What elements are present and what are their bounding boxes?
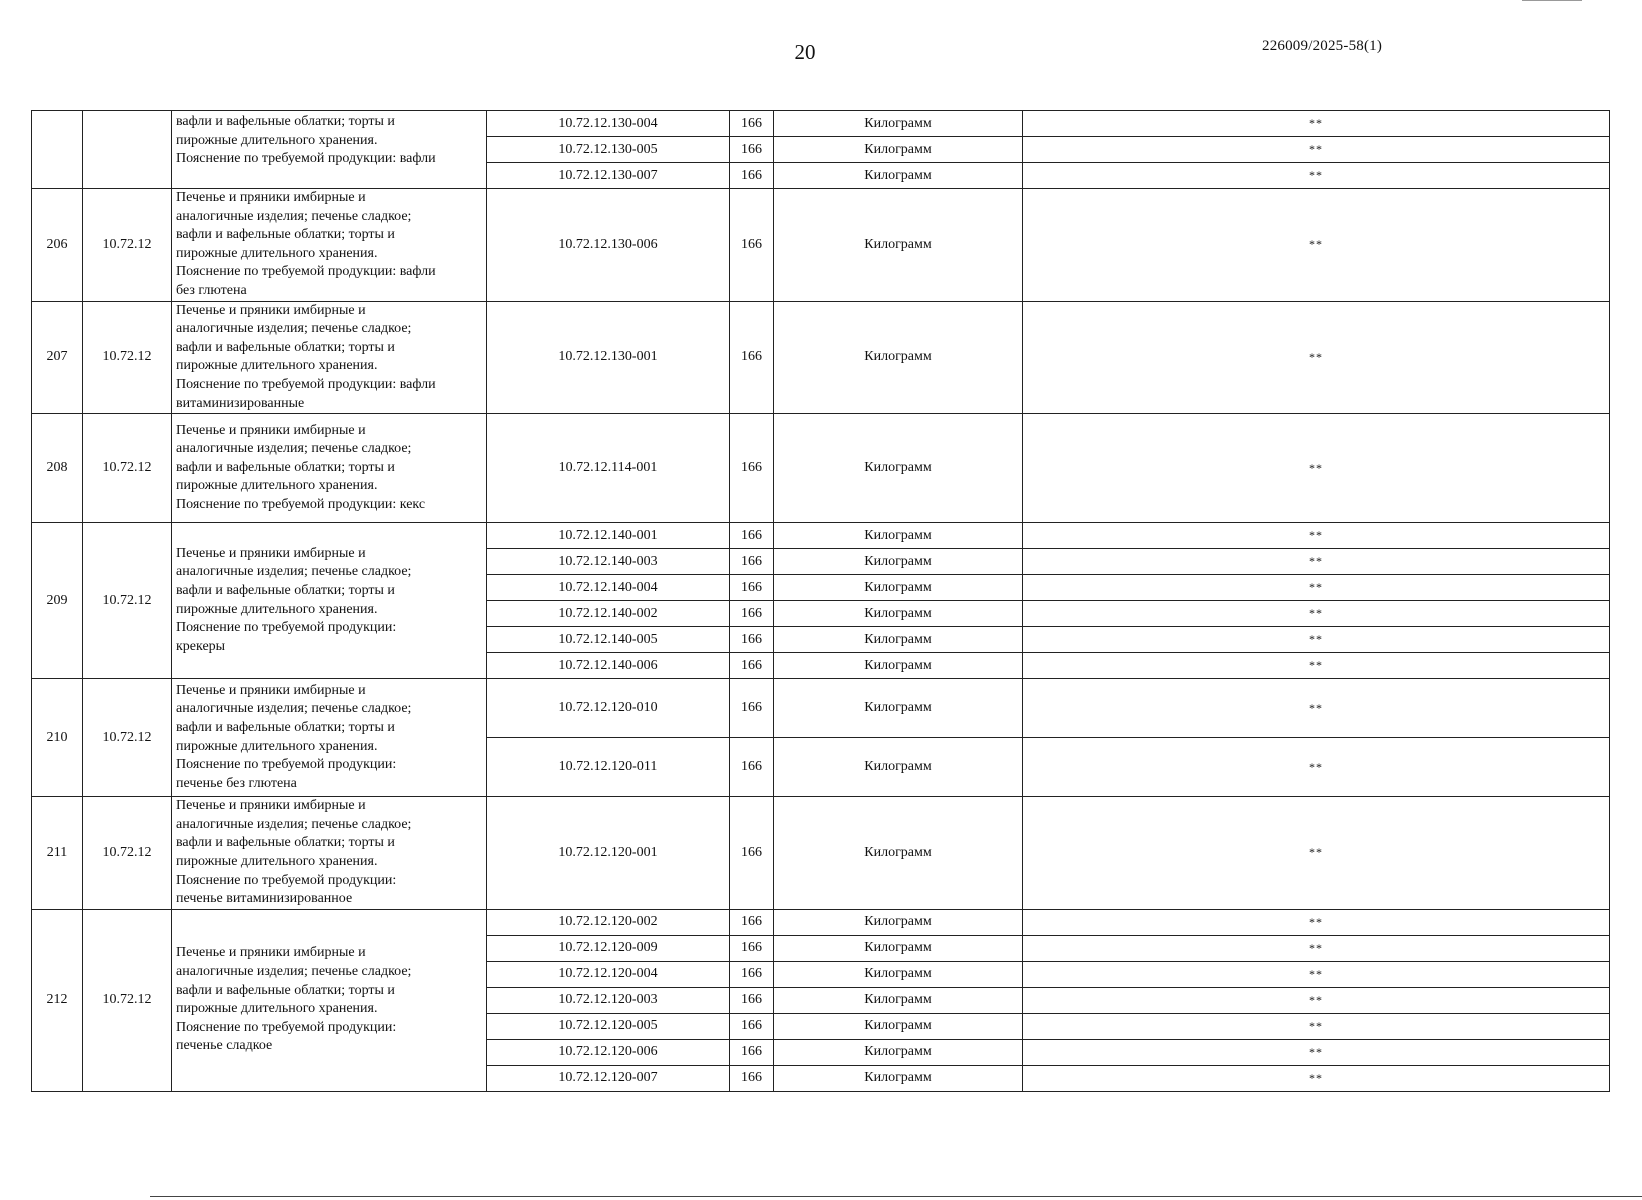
- description-line: Пояснение по требуемой продукции:: [176, 620, 397, 636]
- ktru-code: 10.72.12.120-006: [487, 1039, 730, 1065]
- table-row: [32, 189, 1610, 302]
- description-line: вафли и вафельные облатки; торты и: [176, 227, 395, 243]
- unit-name: Килограмм: [774, 909, 1023, 935]
- okei-code: 166: [730, 961, 774, 987]
- okei-code: 166: [730, 111, 774, 137]
- description-line: Пояснение по требуемой продукции: вафли: [176, 264, 436, 280]
- product-description: [172, 301, 487, 414]
- note-mark: **: [1023, 137, 1610, 163]
- unit-name: Килограмм: [774, 523, 1023, 549]
- description-line: аналогичные изделия; печенье сладкое;: [176, 208, 412, 224]
- okpd-code: 10.72.12: [83, 414, 172, 523]
- ktru-code: 10.72.12.120-010: [487, 679, 730, 738]
- row-number: 210: [32, 679, 83, 797]
- description-line: Печенье и пряники имбирные и: [176, 545, 366, 561]
- description-line: пирожные длительного хранения.: [176, 853, 378, 869]
- ktru-code: 10.72.12.140-006: [487, 653, 730, 679]
- product-description: [172, 414, 487, 523]
- okei-code: 166: [730, 797, 774, 910]
- description-line: вафли и вафельные облатки; торты и: [176, 339, 395, 355]
- unit-name: Килограмм: [774, 961, 1023, 987]
- unit-name: Килограмм: [774, 1013, 1023, 1039]
- okpd-code: 10.72.12: [83, 909, 172, 1091]
- okei-code: 166: [730, 987, 774, 1013]
- description-line: вафли и вафельные облатки; торты и: [176, 835, 395, 851]
- note-mark: **: [1023, 935, 1610, 961]
- note-mark: **: [1023, 627, 1610, 653]
- description-line: без глютена: [176, 282, 247, 298]
- note-mark: **: [1023, 961, 1610, 987]
- ktru-code: 10.72.12.140-001: [487, 523, 730, 549]
- row-number: 208: [32, 414, 83, 523]
- table-row: [32, 909, 1610, 935]
- okpd-code: 10.72.12: [83, 301, 172, 414]
- description-line: Пояснение по требуемой продукции: кекс: [176, 497, 426, 513]
- ktru-code: 10.72.12.120-003: [487, 987, 730, 1013]
- unit-name: Килограмм: [774, 549, 1023, 575]
- okei-code: 166: [730, 601, 774, 627]
- okei-code: 166: [730, 627, 774, 653]
- ktru-code: 10.72.12.120-002: [487, 909, 730, 935]
- ktru-code: 10.72.12.120-009: [487, 935, 730, 961]
- description-line: аналогичные изделия; печенье сладкое;: [176, 964, 412, 979]
- product-description: [172, 523, 487, 679]
- table-body: [32, 111, 1610, 1092]
- description-line: аналогичные изделия; печенье сладкое;: [176, 701, 412, 717]
- table-row: [32, 523, 1610, 549]
- ktru-code: 10.72.12.130-006: [487, 189, 730, 302]
- description-line: крекеры: [176, 638, 226, 654]
- okei-code: 166: [730, 575, 774, 601]
- description-line: печенье сладкое: [176, 1038, 273, 1054]
- description-line: пирожные длительного хранения.: [176, 601, 378, 617]
- description-line: пирожные длительного хранения.: [176, 1001, 378, 1017]
- okpd-code: 10.72.12: [83, 679, 172, 797]
- description-line: Пояснение по требуемой продукции: вафли: [176, 376, 436, 392]
- product-description: [172, 679, 487, 797]
- ktru-code: 10.72.12.130-004: [487, 111, 730, 137]
- description-line: пирожные длительного хранения.: [176, 132, 378, 148]
- unit-name: Килограмм: [774, 137, 1023, 163]
- description-line: вафли и вафельные облатки; торты и: [176, 982, 395, 998]
- note-mark: **: [1023, 414, 1610, 523]
- ktru-code: 10.72.12.114-001: [487, 414, 730, 523]
- description-line: витаминизированные: [176, 395, 305, 411]
- table-row: [32, 414, 1610, 523]
- unit-name: Килограмм: [774, 1039, 1023, 1065]
- okei-code: 166: [730, 653, 774, 679]
- ktru-code: 10.72.12.120-004: [487, 961, 730, 987]
- ktru-code: 10.72.12.140-004: [487, 575, 730, 601]
- unit-name: Килограмм: [774, 987, 1023, 1013]
- note-mark: **: [1023, 523, 1610, 549]
- okpd-code: 10.72.12: [83, 797, 172, 910]
- ktru-code: 10.72.12.130-001: [487, 301, 730, 414]
- unit-name: Килограмм: [774, 163, 1023, 189]
- table-row: [32, 679, 1610, 738]
- unit-name: Килограмм: [774, 935, 1023, 961]
- scan-top-mark: [1522, 0, 1582, 1]
- description-line: аналогичные изделия; печенье сладкое;: [176, 321, 412, 337]
- unit-name: Килограмм: [774, 301, 1023, 414]
- note-mark: **: [1023, 1065, 1610, 1091]
- note-mark: **: [1023, 653, 1610, 679]
- okei-code: 166: [730, 301, 774, 414]
- note-mark: **: [1023, 987, 1610, 1013]
- product-description: [172, 189, 487, 302]
- description-line: Печенье и пряники имбирные и: [176, 422, 366, 438]
- description-line: аналогичные изделия; печенье сладкое;: [176, 816, 412, 832]
- ktru-code: 10.72.12.120-011: [487, 738, 730, 797]
- ktru-code: 10.72.12.140-005: [487, 627, 730, 653]
- description-line: Печенье и пряники имбирные и: [176, 190, 366, 205]
- table-row: [32, 301, 1610, 414]
- description-line: Печенье и пряники имбирные и: [176, 798, 366, 814]
- ktru-code: 10.72.12.140-002: [487, 601, 730, 627]
- okei-code: 166: [730, 909, 774, 935]
- description-line: вафли и вафельные облатки; торты и: [176, 459, 395, 475]
- okei-code: 166: [730, 137, 774, 163]
- product-description: [172, 111, 487, 189]
- okpd-code: [83, 111, 172, 189]
- okei-code: 166: [730, 549, 774, 575]
- row-number: 206: [32, 189, 83, 302]
- description-line: вафли и вафельные облатки; торты и: [176, 114, 395, 129]
- okei-code: 166: [730, 1065, 774, 1091]
- okei-code: 166: [730, 523, 774, 549]
- product-description: [172, 909, 487, 1091]
- description-line: пирожные длительного хранения.: [176, 478, 378, 494]
- ktru-code: 10.72.12.120-001: [487, 797, 730, 910]
- note-mark: **: [1023, 909, 1610, 935]
- note-mark: **: [1023, 1013, 1610, 1039]
- row-number: [32, 111, 83, 189]
- unit-name: Килограмм: [774, 738, 1023, 797]
- note-mark: **: [1023, 549, 1610, 575]
- unit-name: Килограмм: [774, 601, 1023, 627]
- ktru-code: 10.72.12.140-003: [487, 549, 730, 575]
- okei-code: 166: [730, 935, 774, 961]
- note-mark: **: [1023, 601, 1610, 627]
- okei-code: 166: [730, 414, 774, 523]
- description-line: пирожные длительного хранения.: [176, 245, 378, 261]
- description-line: вафли и вафельные облатки; торты и: [176, 720, 395, 736]
- ktru-code: 10.72.12.130-007: [487, 163, 730, 189]
- okei-code: 166: [730, 189, 774, 302]
- unit-name: Килограмм: [774, 111, 1023, 137]
- unit-name: Килограмм: [774, 414, 1023, 523]
- note-mark: **: [1023, 163, 1610, 189]
- unit-name: Килограмм: [774, 627, 1023, 653]
- okei-code: 166: [730, 1039, 774, 1065]
- okei-code: 166: [730, 1013, 774, 1039]
- description-line: печенье витаминизированное: [176, 891, 353, 907]
- description-line: пирожные длительного хранения.: [176, 738, 378, 754]
- ktru-code: 10.72.12.120-005: [487, 1013, 730, 1039]
- description-line: Печенье и пряники имбирные и: [176, 302, 366, 318]
- description-line: Печенье и пряники имбирные и: [176, 945, 366, 961]
- description-line: печенье без глютена: [176, 775, 297, 791]
- description-line: Пояснение по требуемой продукции: вафли: [176, 151, 436, 167]
- page-number: 20: [794, 40, 816, 64]
- table-row: [32, 111, 1610, 137]
- okei-code: 166: [730, 679, 774, 738]
- note-mark: **: [1023, 111, 1610, 137]
- ktru-code: 10.72.12.120-007: [487, 1065, 730, 1091]
- note-mark: **: [1023, 738, 1610, 797]
- note-mark: **: [1023, 189, 1610, 302]
- description-line: Пояснение по требуемой продукции:: [176, 1019, 397, 1035]
- specification-table: [31, 110, 1610, 1092]
- unit-name: Килограмм: [774, 797, 1023, 910]
- note-mark: **: [1023, 301, 1610, 414]
- unit-name: Килограмм: [774, 653, 1023, 679]
- scan-bottom-line: [150, 1196, 1642, 1197]
- row-number: 211: [32, 797, 83, 910]
- row-number: 207: [32, 301, 83, 414]
- row-number: 209: [32, 523, 83, 679]
- unit-name: Килограмм: [774, 189, 1023, 302]
- description-line: Печенье и пряники имбирные и: [176, 682, 366, 698]
- unit-name: Килограмм: [774, 1065, 1023, 1091]
- unit-name: Килограмм: [774, 679, 1023, 738]
- description-line: аналогичные изделия; печенье сладкое;: [176, 564, 412, 580]
- product-description: [172, 797, 487, 910]
- document-id: 226009/2025-58(1): [1262, 38, 1383, 54]
- okei-code: 166: [730, 163, 774, 189]
- description-line: аналогичные изделия; печенье сладкое;: [176, 441, 412, 457]
- description-line: вафли и вафельные облатки; торты и: [176, 583, 395, 599]
- okei-code: 166: [730, 738, 774, 797]
- description-line: пирожные длительного хранения.: [176, 358, 378, 374]
- table-row: [32, 797, 1610, 910]
- row-number: 212: [32, 909, 83, 1091]
- note-mark: **: [1023, 1039, 1610, 1065]
- okpd-code: 10.72.12: [83, 189, 172, 302]
- ktru-code: 10.72.12.130-005: [487, 137, 730, 163]
- okpd-code: 10.72.12: [83, 523, 172, 679]
- note-mark: **: [1023, 575, 1610, 601]
- note-mark: **: [1023, 679, 1610, 738]
- description-line: Пояснение по требуемой продукции:: [176, 757, 397, 773]
- unit-name: Килограмм: [774, 575, 1023, 601]
- note-mark: **: [1023, 797, 1610, 910]
- description-line: Пояснение по требуемой продукции:: [176, 872, 397, 888]
